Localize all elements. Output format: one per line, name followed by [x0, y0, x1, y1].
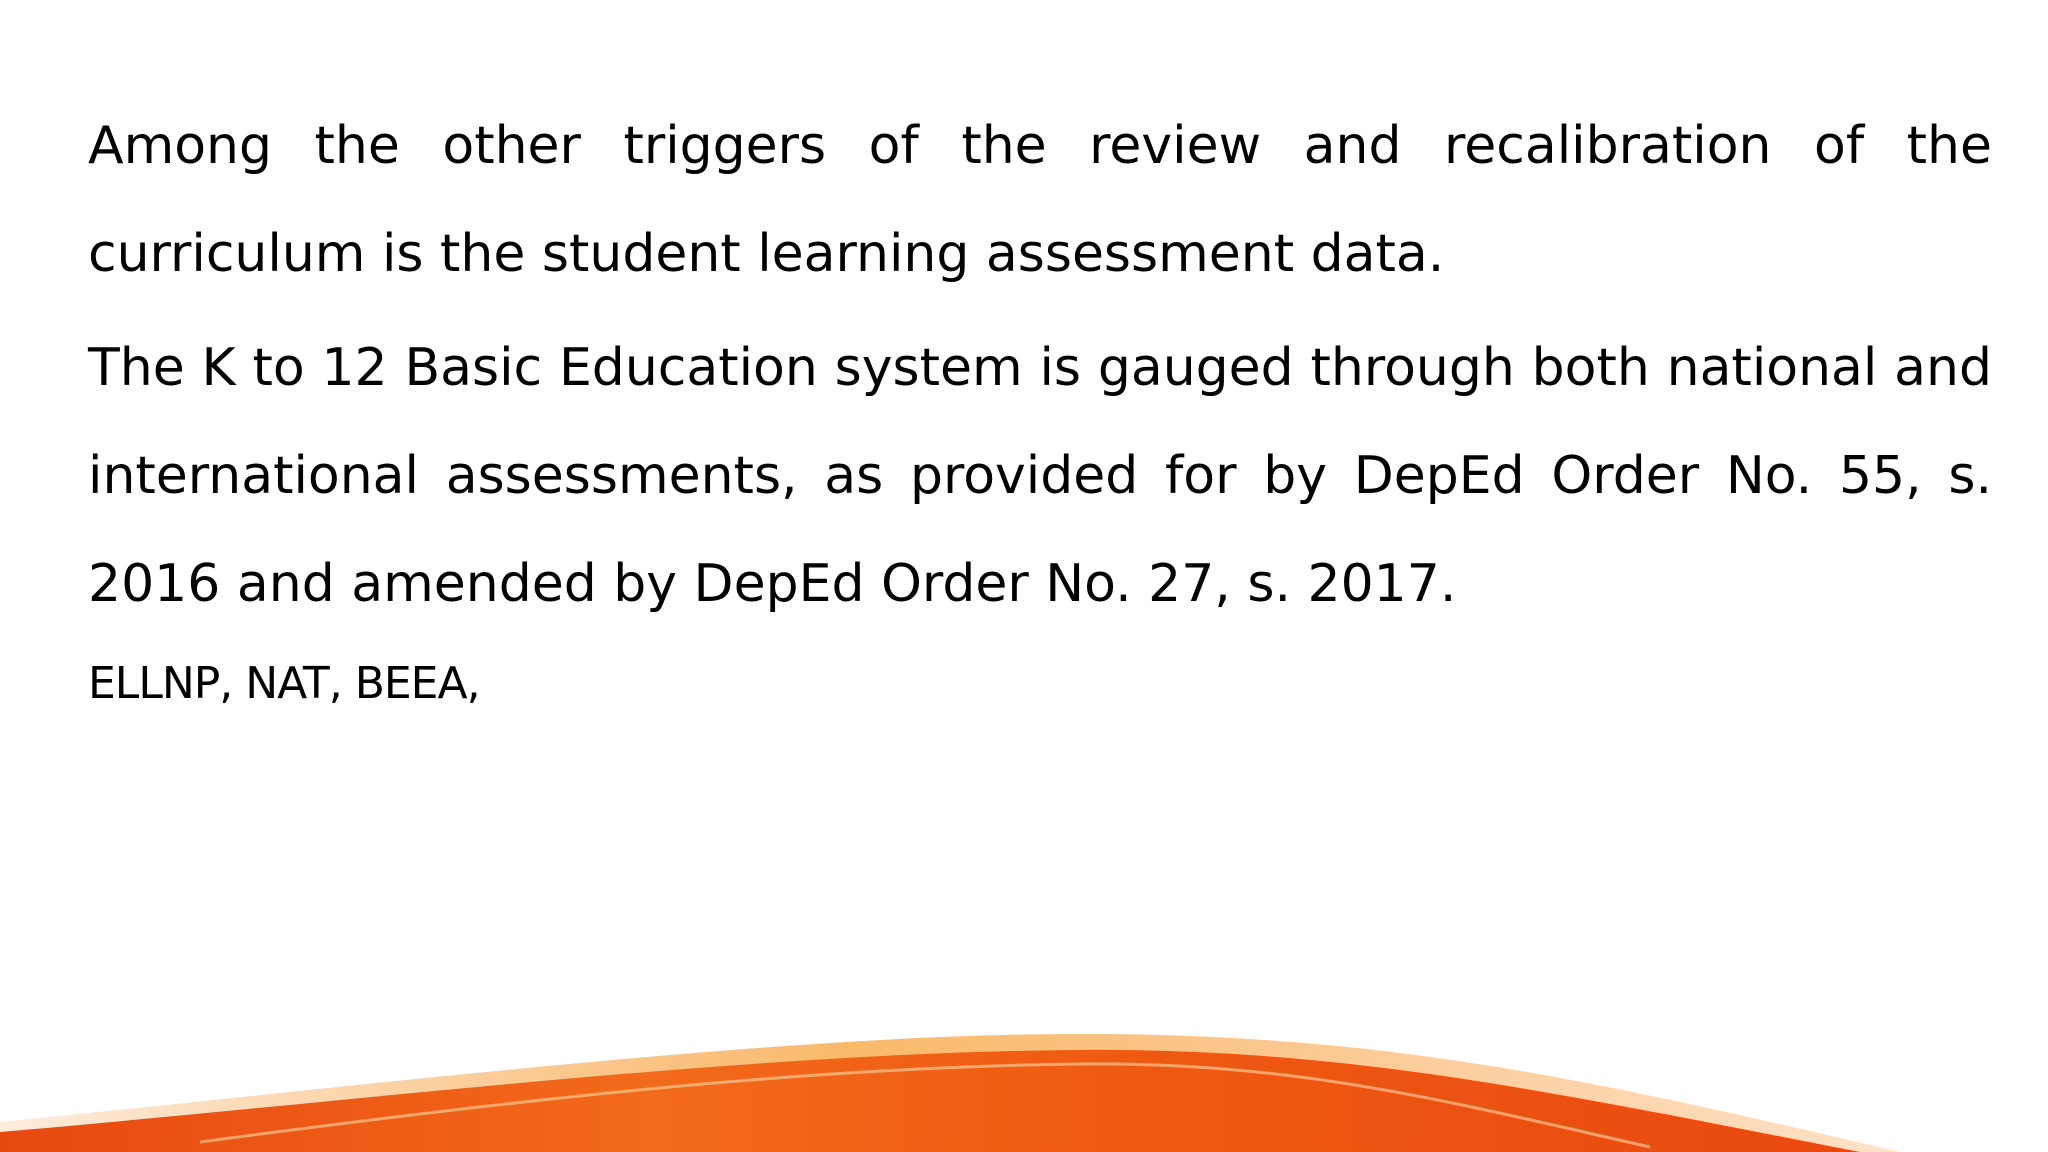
- decorative-orange-wave: [0, 972, 2048, 1152]
- paragraph-assessment-trigger: Among the other triggers of the review and recalibration of the curriculum is the student learning assessment data.: [88, 116, 1992, 284]
- slide-body: [88, 92, 1992, 712]
- paragraph-k12-assessments: The K to 12 Basic Education system is gauged through both national and international assessments, as provided for by DepEd Order No. 55, s. 2016 and amended by DepEd Order No. 27, s. 2017.: [88, 338, 1992, 614]
- assessment-list-note: ELLNP, NAT, BEEA,: [88, 658, 480, 709]
